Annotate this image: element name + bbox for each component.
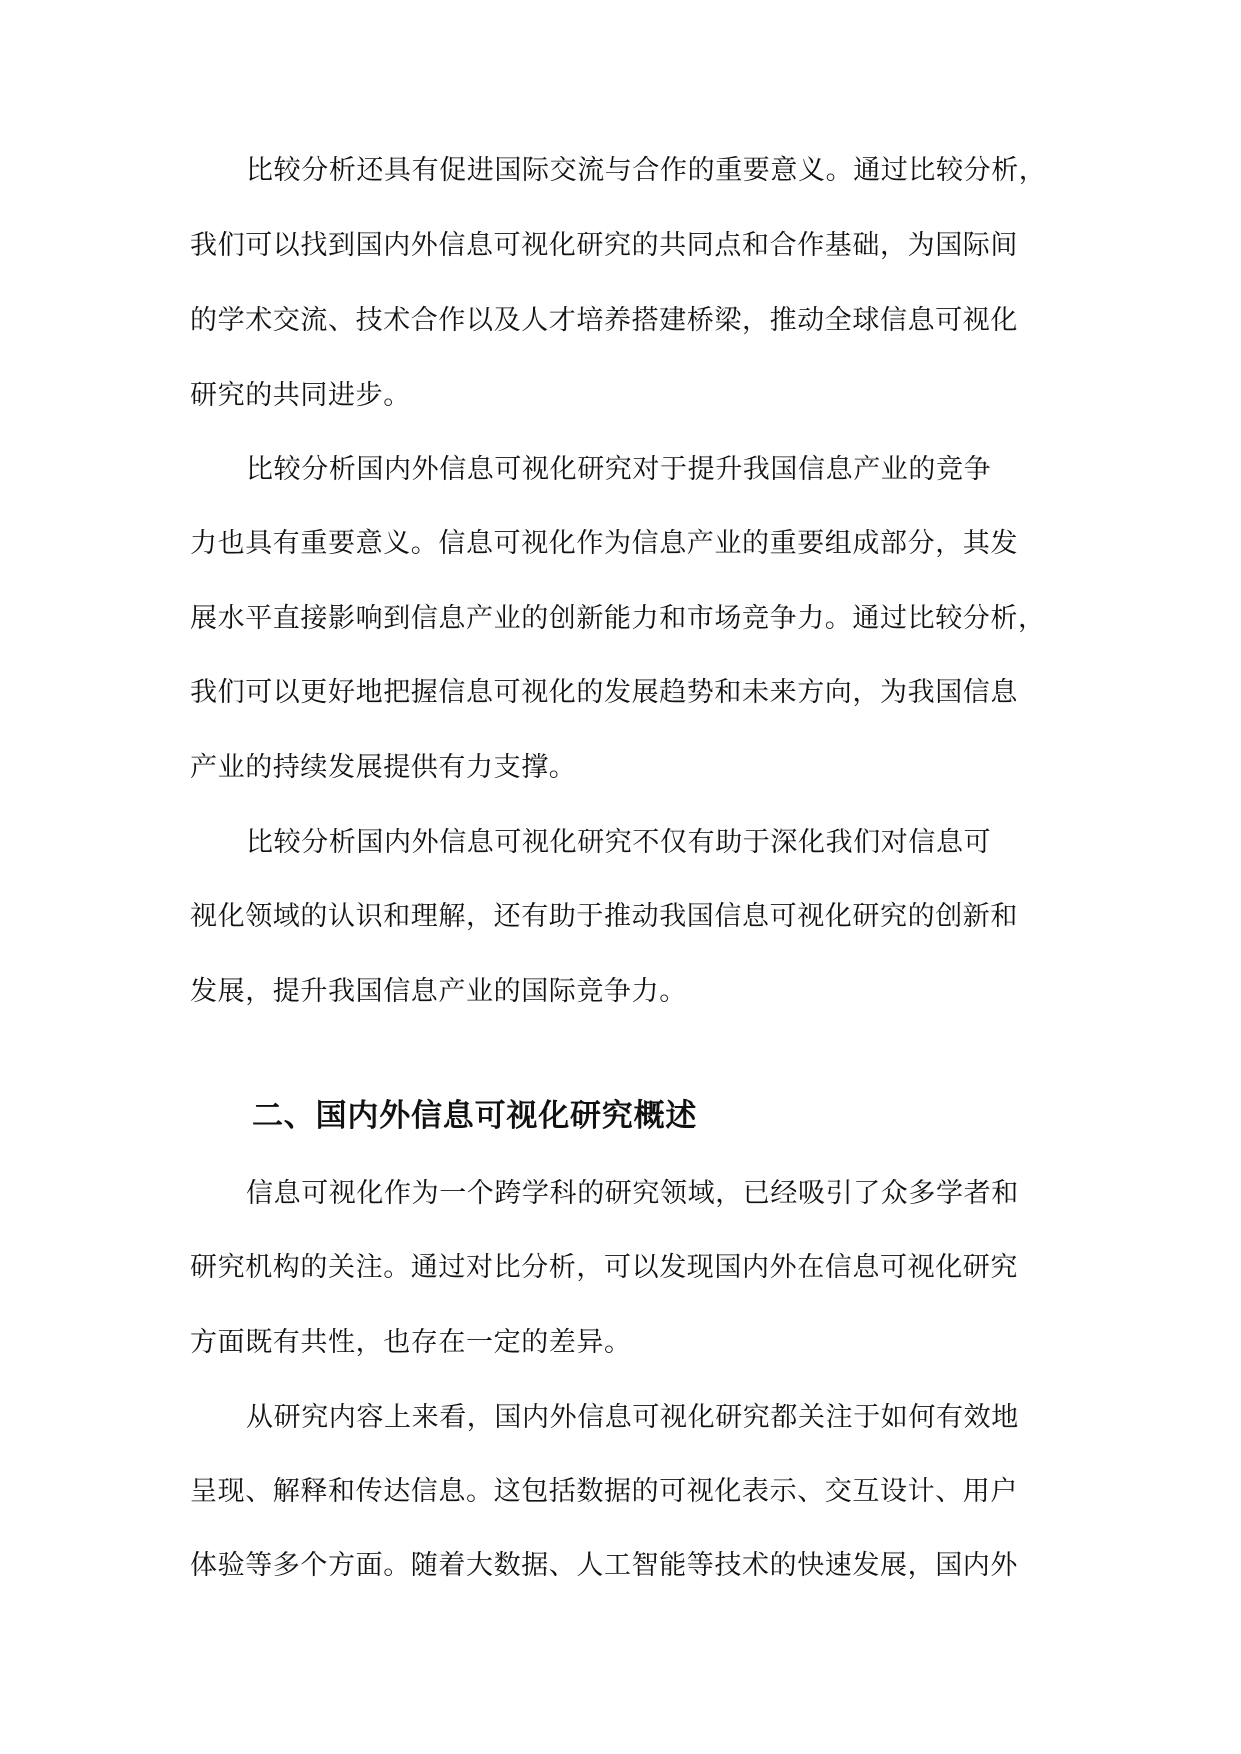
paragraph-line: 的学术交流、技术合作以及人才培养搭建桥梁，推动全球信息可视化 (190, 305, 1018, 336)
paragraph-line: 比较分析还具有促进国际交流与合作的重要意义。通过比较分析， (246, 155, 1047, 186)
paragraph-line: 呈现、解释和传达信息。这包括数据的可视化表示、交互设计、用户 (190, 1476, 1018, 1507)
paragraph-line: 展水平直接影响到信息产业的创新能力和市场竞争力。通过比较分析， (190, 603, 1046, 634)
paragraph-line: 体验等多个方面。随着大数据、人工智能等技术的快速发展，国内外 (190, 1550, 1018, 1581)
paragraph-line: 产业的持续发展提供有力支撑。 (190, 752, 577, 783)
paragraph-line: 我们可以找到国内外信息可视化研究的共同点和合作基础，为国际间 (190, 230, 1018, 261)
paragraph-line: 方面既有共性，也存在一定的差异。 (190, 1327, 632, 1358)
paragraph-line: 研究的共同进步。 (190, 380, 411, 411)
paragraph-line: 发展，提升我国信息产业的国际竞争力。 (190, 976, 687, 1007)
section-heading: 二、国内外信息可视化研究概述 (252, 1098, 698, 1134)
paragraph-line: 我们可以更好地把握信息可视化的发展趋势和未来方向，为我国信息 (190, 677, 1018, 708)
paragraph-line: 研究机构的关注。通过对比分析，可以发现国内外在信息可视化研究 (190, 1252, 1018, 1283)
paragraph-line: 从研究内容上来看，国内外信息可视化研究都关注于如何有效地 (246, 1402, 1019, 1433)
paragraph-line: 力也具有重要意义。信息可视化作为信息产业的重要组成部分，其发 (190, 528, 1018, 559)
paragraph-line: 信息可视化作为一个跨学科的研究领域，已经吸引了众多学者和 (246, 1178, 1019, 1209)
paragraph-line: 比较分析国内外信息可视化研究对于提升我国信息产业的竞争 (246, 454, 992, 485)
paragraph-line: 视化领域的认识和理解，还有助于推动我国信息可视化研究的创新和 (190, 901, 1018, 932)
paragraph-line: 比较分析国内外信息可视化研究不仅有助于深化我们对信息可 (246, 827, 992, 858)
